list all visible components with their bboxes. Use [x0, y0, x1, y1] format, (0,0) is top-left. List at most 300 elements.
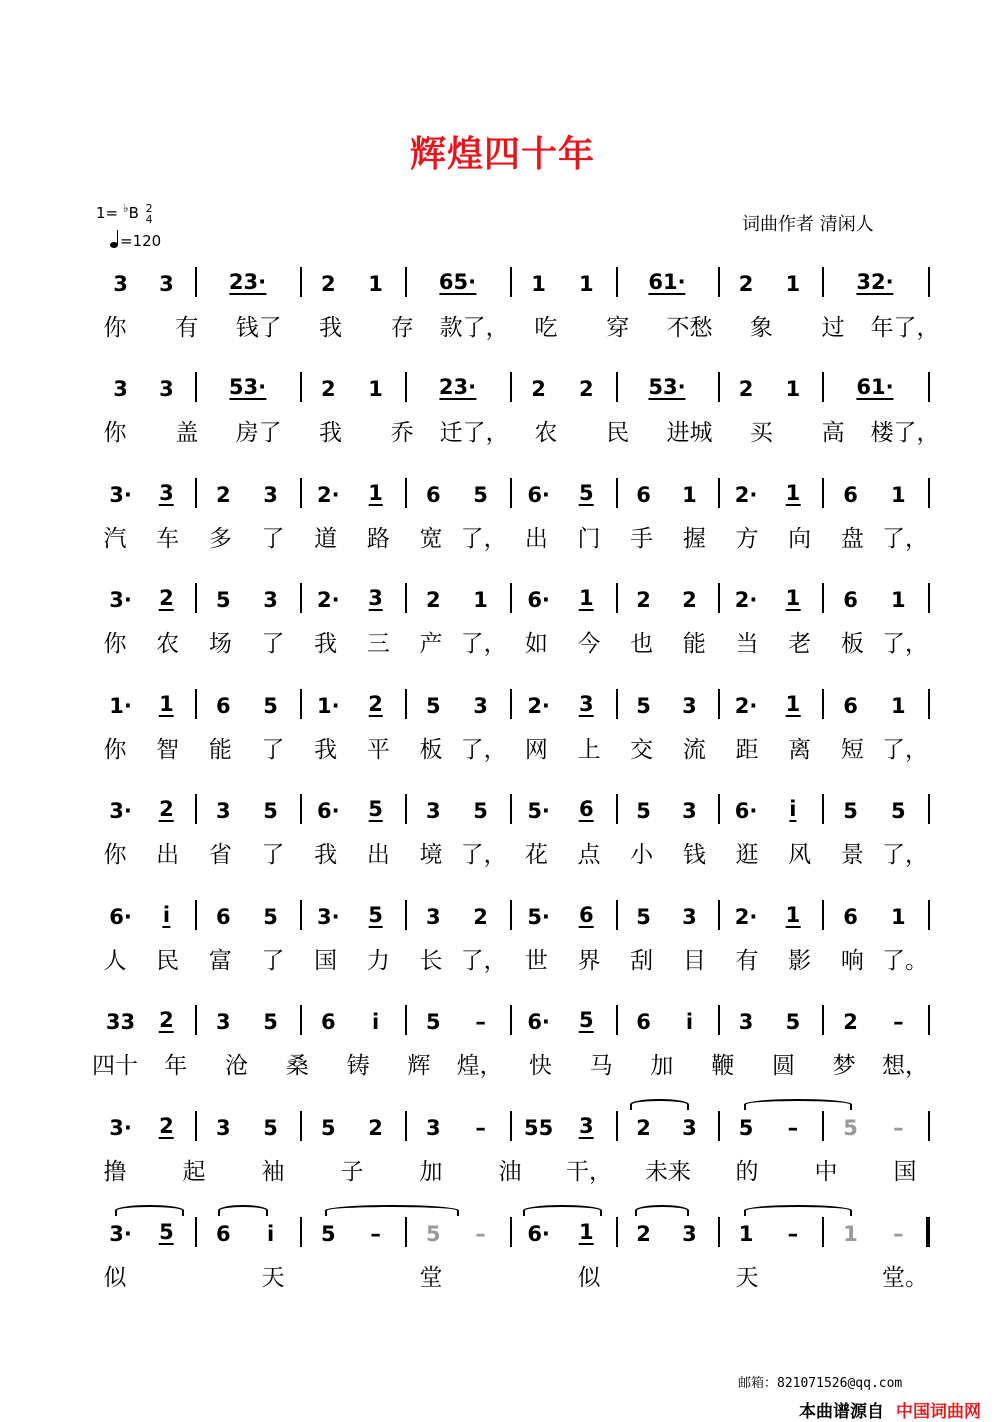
extension-dash: –	[370, 1222, 381, 1246]
note: 2	[843, 1010, 858, 1034]
lyric-syllable: 你	[103, 315, 127, 341]
note: 3·	[109, 588, 132, 612]
lyric-syllable: 影	[788, 948, 812, 974]
lyric-syllable: 了。	[882, 948, 928, 974]
barline	[300, 372, 302, 402]
extension-dash: –	[475, 1222, 486, 1246]
slur-mark	[630, 1099, 689, 1110]
barline	[616, 372, 618, 402]
barline	[928, 267, 930, 297]
lyric-syllable: 农	[156, 631, 180, 657]
lyric-syllable: 流	[682, 737, 706, 763]
extension-dash: –	[893, 1010, 904, 1034]
lyric-syllable: 四十	[92, 1053, 138, 1079]
lyric-syllable: 了	[261, 737, 285, 763]
song-title: 辉煌四十年	[409, 133, 595, 175]
lyric-syllable: 房了	[235, 420, 282, 446]
lyric-syllable: 路	[366, 526, 390, 552]
lyric-syllable: 多	[208, 526, 232, 552]
lyric-syllable: 子	[340, 1159, 364, 1185]
lyric-syllable: 老	[788, 631, 812, 657]
note: 5	[636, 799, 651, 823]
lyric-syllable: 油	[498, 1159, 522, 1185]
barline	[822, 478, 824, 508]
slur-mark	[325, 1205, 459, 1216]
lyric-syllable: 辉	[407, 1053, 431, 1079]
note: 1	[891, 588, 906, 612]
note: 3	[682, 1222, 697, 1246]
lyric-syllable: 了，	[460, 737, 507, 763]
barline	[405, 478, 407, 508]
note: 6·	[527, 1010, 550, 1034]
note: 55	[523, 1116, 554, 1140]
note: 5	[843, 1116, 858, 1140]
lyric-syllable: 平	[366, 737, 390, 763]
note: 3	[263, 483, 278, 507]
note: 5	[368, 903, 383, 927]
note: 6·	[527, 1222, 550, 1246]
note: 5	[321, 1222, 336, 1246]
note: 5	[263, 799, 278, 823]
note: 5	[579, 481, 594, 505]
lyric-syllable: 盖	[175, 420, 199, 446]
note: 1	[785, 272, 801, 296]
lyric-syllable: 未来	[645, 1159, 691, 1185]
barline	[928, 1005, 930, 1035]
barline	[718, 1217, 720, 1247]
note: 3·	[317, 905, 340, 929]
note: 2	[321, 377, 336, 401]
note: 6·	[734, 799, 758, 823]
barline	[718, 689, 720, 719]
lyric-syllable: 高	[821, 420, 845, 446]
note: 3	[738, 1010, 754, 1034]
lyric-syllable: 离	[788, 737, 812, 763]
note: 3	[682, 905, 697, 929]
lyric-syllable: 加	[650, 1053, 674, 1079]
barline	[405, 689, 407, 719]
lyric-syllable: 桑	[285, 1053, 309, 1079]
note: 3	[682, 694, 697, 718]
note: i	[789, 797, 797, 821]
barline	[822, 267, 824, 297]
note: 6·	[527, 588, 550, 612]
note: i	[162, 903, 171, 927]
key-note: B	[128, 204, 139, 222]
note: 3	[682, 1116, 697, 1140]
note: 1·	[317, 694, 340, 718]
lyric-syllable: 快	[528, 1053, 552, 1079]
note: 5	[216, 588, 231, 612]
lyric-syllable: 短	[840, 737, 864, 763]
note: 2·	[734, 694, 758, 718]
lyric-syllable: 风	[788, 842, 812, 868]
lyric-syllable: 了，	[882, 737, 928, 763]
note: 2	[579, 377, 594, 401]
note: 23·	[438, 375, 477, 399]
lyric-syllable: 年	[164, 1053, 188, 1079]
lyric-syllable: 过	[821, 315, 845, 341]
note: 3	[426, 1116, 441, 1140]
note: 6·	[317, 799, 340, 823]
lyric-syllable: 钱了	[235, 315, 282, 341]
note: 61·	[856, 375, 894, 399]
slur-mark	[635, 1205, 689, 1216]
lyric-syllable: 似	[577, 1265, 601, 1291]
note: 2·	[734, 905, 758, 929]
lyric-syllable: 了，	[460, 631, 507, 657]
note: 1	[579, 1220, 594, 1244]
barline	[510, 794, 512, 824]
barline	[405, 1005, 407, 1035]
barline	[616, 794, 618, 824]
lyric-syllable: 富	[208, 948, 232, 974]
final-barline	[926, 1217, 930, 1247]
lyric-syllable: 省	[208, 842, 232, 868]
lyric-syllable: 车	[156, 526, 180, 552]
note: 3	[579, 692, 594, 716]
barline	[510, 583, 512, 613]
lyric-syllable: 逛	[735, 842, 759, 868]
lyric-syllable: 小	[630, 842, 654, 868]
lyric-syllable: 圆	[771, 1053, 795, 1079]
barline	[405, 1111, 407, 1141]
lyric-syllable: 了，	[882, 842, 928, 868]
lyric-syllable: 不愁	[666, 315, 713, 341]
note: 6	[843, 483, 858, 507]
note: 6	[636, 483, 651, 507]
lyric-syllable: 盘	[840, 526, 864, 552]
lyric-syllable: 上	[577, 737, 601, 763]
lyric-syllable: 鞭	[711, 1053, 735, 1079]
note: 5	[159, 1220, 174, 1244]
lyric-syllable: 民	[606, 420, 630, 446]
lyric-syllable: 国	[314, 948, 338, 974]
lyric-syllable: 能	[208, 737, 232, 763]
time-top: 2	[145, 201, 153, 215]
note: 2	[159, 797, 174, 821]
barline	[510, 1217, 512, 1247]
note: 3	[426, 905, 441, 929]
note: 2	[426, 588, 441, 612]
lyric-syllable: 界	[577, 948, 601, 974]
note: 1	[891, 905, 906, 929]
barline	[405, 583, 407, 613]
lyric-syllable: 袖	[261, 1159, 285, 1185]
barline	[718, 478, 720, 508]
barline	[822, 794, 824, 824]
lyric-syllable: 你	[103, 842, 127, 868]
barline	[195, 478, 197, 508]
barline	[405, 794, 407, 824]
lyric-syllable: 当	[735, 631, 759, 657]
lyric-syllable: 了，	[460, 526, 507, 552]
barline	[510, 1111, 512, 1141]
note: 5	[426, 1222, 441, 1246]
note: 1	[891, 694, 906, 718]
barline	[510, 1005, 512, 1035]
extension-dash: –	[893, 1222, 904, 1246]
barline	[718, 900, 720, 930]
lyric-syllable: 马	[589, 1053, 613, 1079]
lyric-syllable: 境	[419, 842, 443, 868]
note: 1	[785, 481, 801, 505]
barline	[928, 478, 930, 508]
note: 5	[426, 1010, 441, 1034]
lyric-syllable: 存	[390, 315, 414, 341]
lyric-syllable: 点	[577, 842, 601, 868]
barline	[300, 689, 302, 719]
extension-dash: –	[475, 1010, 486, 1034]
note: 5	[263, 1116, 278, 1140]
barline	[822, 372, 824, 402]
lyric-syllable: 方	[735, 526, 759, 552]
lyric-syllable: 梦	[832, 1053, 856, 1079]
barline	[718, 794, 720, 824]
note: 1	[785, 586, 801, 610]
note: 5	[843, 799, 858, 823]
barline	[195, 372, 197, 402]
lyric-syllable: 距	[735, 737, 759, 763]
lyric-syllable: 网	[524, 737, 548, 763]
barline	[195, 583, 197, 613]
note: 3	[426, 799, 441, 823]
lyric-syllable: 天	[261, 1265, 285, 1291]
note: i	[371, 1010, 380, 1034]
note: 6	[426, 483, 441, 507]
lyric-syllable: 响	[840, 948, 864, 974]
barline	[718, 372, 720, 402]
barline	[300, 583, 302, 613]
note: 3·	[109, 1222, 132, 1246]
footer-email: 邮箱：821071526@qq.com	[738, 1376, 903, 1391]
lyric-syllable: 板	[840, 631, 864, 657]
note: 5	[579, 1008, 594, 1032]
lyric-syllable: 天	[735, 1265, 759, 1291]
lyric-syllable: 我	[318, 315, 342, 341]
barline	[928, 900, 930, 930]
note: 3	[216, 1116, 231, 1140]
barline	[616, 689, 618, 719]
note: 5	[426, 694, 441, 718]
lyric-syllable: 能	[682, 631, 706, 657]
lyric-syllable: 板	[419, 737, 443, 763]
tempo-value: =120	[120, 232, 162, 250]
note: 6·	[527, 483, 550, 507]
barline	[822, 689, 824, 719]
note: 5·	[527, 799, 550, 823]
lyric-syllable: 你	[103, 420, 127, 446]
lyric-syllable: 我	[314, 631, 338, 657]
note: 1	[473, 588, 488, 612]
barline	[822, 900, 824, 930]
note: 2	[216, 483, 231, 507]
barline	[300, 267, 302, 297]
footer-source-label: 本曲谱源自	[799, 1402, 884, 1422]
lyric-syllable: 加	[419, 1159, 443, 1185]
note: 2·	[527, 694, 550, 718]
note: 53·	[228, 375, 267, 399]
note: 1	[579, 272, 594, 296]
lyric-syllable: 了	[261, 948, 285, 974]
note: 2	[738, 272, 754, 296]
note: 2	[473, 905, 488, 929]
lyric-syllable: 力	[366, 948, 390, 974]
lyric-syllable: 景	[840, 842, 864, 868]
note: 6	[216, 694, 231, 718]
barline	[195, 1217, 197, 1247]
barline	[195, 1005, 197, 1035]
lyric-syllable: 象	[749, 315, 773, 341]
note: 2·	[317, 483, 340, 507]
lyric-syllable: 了	[261, 631, 285, 657]
barline	[300, 1005, 302, 1035]
note: 2	[531, 377, 546, 401]
lyric-syllable: 穿	[606, 315, 630, 341]
barline	[928, 583, 930, 613]
extension-dash: –	[787, 1116, 799, 1140]
note: 2	[368, 1116, 383, 1140]
lyric-syllable: 沧	[225, 1053, 249, 1079]
barline	[195, 900, 197, 930]
note: 1	[368, 272, 383, 296]
note: 1·	[109, 694, 132, 718]
note: 32·	[856, 270, 894, 294]
note: 1	[531, 272, 546, 296]
barline	[822, 1217, 824, 1247]
lyric-syllable: 了，	[882, 526, 928, 552]
lyric-syllable: 出	[524, 526, 548, 552]
lyric-syllable: 迁了，	[439, 420, 509, 446]
note: 5	[891, 799, 906, 823]
note: 3·	[109, 483, 132, 507]
barline	[300, 1111, 302, 1141]
note: 3	[682, 799, 697, 823]
note: 1	[785, 377, 801, 401]
barline	[405, 900, 407, 930]
barline	[616, 1111, 618, 1141]
lyric-syllable: 花	[524, 842, 548, 868]
time-bottom: 4	[145, 212, 153, 226]
note: 23·	[228, 270, 267, 294]
note: 6	[636, 1010, 651, 1034]
note: 1	[785, 692, 801, 716]
note: 5	[263, 1010, 278, 1034]
note: 33	[105, 1010, 136, 1034]
barline	[928, 1111, 930, 1141]
extension-dash: –	[475, 1116, 486, 1140]
note: 3·	[109, 799, 132, 823]
lyric-syllable: 宽	[419, 526, 443, 552]
lyric-syllable: 场	[208, 631, 232, 657]
lyric-syllable: 你	[103, 631, 127, 657]
slur-mark	[744, 1099, 852, 1110]
footer-site-name: 中国词曲网	[896, 1402, 981, 1422]
lyric-syllable: 干，	[566, 1159, 612, 1185]
lyric-syllable: 民	[156, 948, 180, 974]
barline	[616, 900, 618, 930]
lyric-syllable: 手	[630, 526, 654, 552]
barline	[510, 689, 512, 719]
note: 5·	[527, 905, 550, 929]
lyric-syllable: 向	[788, 526, 812, 552]
note: 6	[843, 905, 858, 929]
lyric-syllable: 买	[749, 420, 773, 446]
barline	[616, 1005, 618, 1035]
barline	[616, 1217, 618, 1247]
note: 61·	[648, 270, 686, 294]
lyric-syllable: 楼了，	[870, 420, 940, 446]
note: 5	[636, 905, 651, 929]
lyric-syllable: 我	[318, 420, 342, 446]
lyric-syllable: 我	[314, 842, 338, 868]
lyric-syllable: 今	[577, 631, 601, 657]
lyric-syllable: 目	[682, 948, 706, 974]
note: 2	[159, 586, 174, 610]
note: 3	[473, 694, 488, 718]
key-prefix: 1=	[96, 204, 119, 222]
lyric-syllable: 出	[156, 842, 180, 868]
note: 6	[321, 1010, 336, 1034]
note: 5	[738, 1116, 754, 1140]
note: 3	[159, 377, 174, 401]
note: 2·	[734, 588, 758, 612]
lyric-syllable: 道	[314, 526, 338, 552]
note: i	[685, 1010, 694, 1034]
slur-mark	[115, 1205, 184, 1216]
lyric-syllable: 起	[182, 1159, 206, 1185]
note: 3	[159, 272, 174, 296]
barline	[822, 583, 824, 613]
lyric-syllable: 有	[175, 315, 199, 341]
barline	[616, 583, 618, 613]
lyric-syllable: 产	[419, 631, 443, 657]
lyric-syllable: 煌，	[456, 1053, 503, 1079]
barline	[928, 689, 930, 719]
note: 53·	[648, 375, 686, 399]
note: 2	[636, 1222, 651, 1246]
lyric-syllable: 国	[893, 1159, 917, 1185]
note: 5	[263, 905, 278, 929]
barline	[718, 583, 720, 613]
note: 5	[473, 799, 488, 823]
extension-dash: –	[893, 1116, 904, 1140]
note: 5	[321, 1116, 336, 1140]
lyric-syllable: 想，	[882, 1053, 928, 1079]
lyric-syllable: 门	[577, 526, 601, 552]
lyric-syllable: 了，	[882, 631, 928, 657]
lyric-syllable: 农	[534, 420, 558, 446]
note: 3	[216, 799, 231, 823]
lyric-syllable: 撸	[103, 1159, 127, 1185]
barline	[195, 267, 197, 297]
lyric-syllable: 似	[103, 1265, 127, 1291]
barline	[195, 689, 197, 719]
barline	[405, 1217, 407, 1247]
note: 3	[216, 1010, 231, 1034]
note: 1	[785, 903, 801, 927]
note: 65·	[438, 270, 477, 294]
note: 3	[113, 272, 128, 296]
lyric-syllable: 有	[735, 948, 759, 974]
note: 2	[159, 1114, 174, 1138]
lyric-syllable: 进城	[666, 420, 713, 446]
barline	[195, 1111, 197, 1141]
note: 5	[785, 1010, 801, 1034]
note: 3	[368, 586, 383, 610]
lyric-syllable: 长	[419, 948, 443, 974]
lyric-syllable: 铸	[346, 1053, 370, 1079]
